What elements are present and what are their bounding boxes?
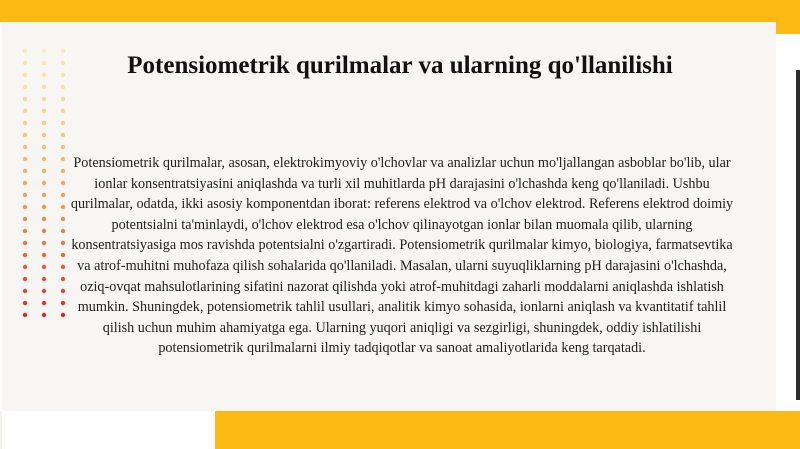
bottom-accent-band <box>215 411 800 449</box>
decorative-dot <box>23 277 27 281</box>
decorative-dot <box>23 301 27 305</box>
decorative-dot <box>23 253 27 257</box>
decorative-dot <box>23 85 27 89</box>
slide-body-text: Potensiometrik qurilmalar, asosan, elektrokimyoviy o'lchovlar va analizlar uchun mo'ljallangan asboblar bo'lib, ular ionlar konsentratsiyasini aniqlashda va turli xil muhitlarda pH darajasini o'lchashda keng qo'llaniladi. Ushbu qurilmalar, odatda, ikki asosiy komponentdan iborat: referens elektrod va o'lchov elektrod. Referens elektrod doimiy potentsialni ta'minlaydi, o'lchov elektrod esa o'lchov qilinayotgan ionlar bilan muomala qilib, ularning konsentratsiyasiga mos ravishda potentsialni o'zgartiradi. Potensiometrik qurilmalar kimyo, biologiya, farmatsevtika va atrof-muhitni muhofaza qilish sohalarida qo'llaniladi. Masalan, ularni suyuqliklarning pH darajasini o'lchashda, oziq-ovqat mahsulotlarining sifatini nazorat qilishda yoki atrof-muhitdagi zaharli moddalarni aniqlashda ishlatish mumkin. Shuningdek, potensiometrik tahlil usullari, analitik kimyo sohasida, ionlarni aniqlash va kvantitatif tahlil qilish uchun muhim ahamiyatga ega. Ularning yuqori aniqligi va sezgirligi, shuningdek, oddiy ishlatilishi potensiometrik qurilmalarni ilmiy tadqiqotlar va sanoat amaliyotlarida keng tarqatadi. <box>70 155 734 357</box>
decorative-dot <box>23 157 27 161</box>
decorative-dot <box>61 109 65 113</box>
decorative-dot-grid <box>22 48 70 328</box>
decorative-dot <box>42 229 46 233</box>
decorative-dot <box>23 289 27 293</box>
right-dark-edge <box>796 70 800 400</box>
decorative-dot <box>42 265 46 269</box>
decorative-dot <box>42 49 46 53</box>
dot-grid-graphic <box>22 48 70 328</box>
decorative-dot <box>61 133 65 137</box>
decorative-dot <box>23 265 27 269</box>
decorative-dot <box>42 133 46 137</box>
decorative-dot <box>23 73 27 77</box>
decorative-dot <box>23 205 27 209</box>
decorative-dot <box>23 241 27 245</box>
decorative-dot <box>42 181 46 185</box>
decorative-dot <box>23 121 27 125</box>
decorative-dot <box>42 61 46 65</box>
decorative-dot <box>23 193 27 197</box>
decorative-dot <box>23 133 27 137</box>
decorative-dot <box>42 169 46 173</box>
decorative-dot <box>23 61 27 65</box>
decorative-dot <box>61 97 65 101</box>
decorative-dot <box>42 205 46 209</box>
decorative-dot <box>42 241 46 245</box>
decorative-dot <box>61 121 65 125</box>
decorative-dot <box>42 217 46 221</box>
decorative-dot <box>42 289 46 293</box>
decorative-dot <box>23 229 27 233</box>
decorative-dot <box>42 97 46 101</box>
decorative-dot <box>42 301 46 305</box>
decorative-dot <box>42 193 46 197</box>
decorative-dot <box>42 277 46 281</box>
decorative-dot <box>23 97 27 101</box>
decorative-dot <box>23 109 27 113</box>
decorative-dot <box>23 169 27 173</box>
decorative-dot <box>42 313 46 317</box>
slide-title: Potensiometrik qurilmalar va ularning qo'llanilishi <box>127 52 673 79</box>
decorative-dot <box>23 49 27 53</box>
decorative-dot <box>42 157 46 161</box>
decorative-dot <box>61 145 65 149</box>
decorative-dot <box>42 121 46 125</box>
decorative-dot <box>23 217 27 221</box>
decorative-dot <box>42 85 46 89</box>
decorative-dot <box>23 145 27 149</box>
bottom-left-edge <box>0 411 2 449</box>
decorative-dot <box>42 253 46 257</box>
decorative-dot <box>23 313 27 317</box>
decorative-dot <box>61 85 65 89</box>
decorative-dot <box>42 145 46 149</box>
decorative-dot <box>42 109 46 113</box>
decorative-dot <box>23 181 27 185</box>
decorative-dot <box>42 73 46 77</box>
